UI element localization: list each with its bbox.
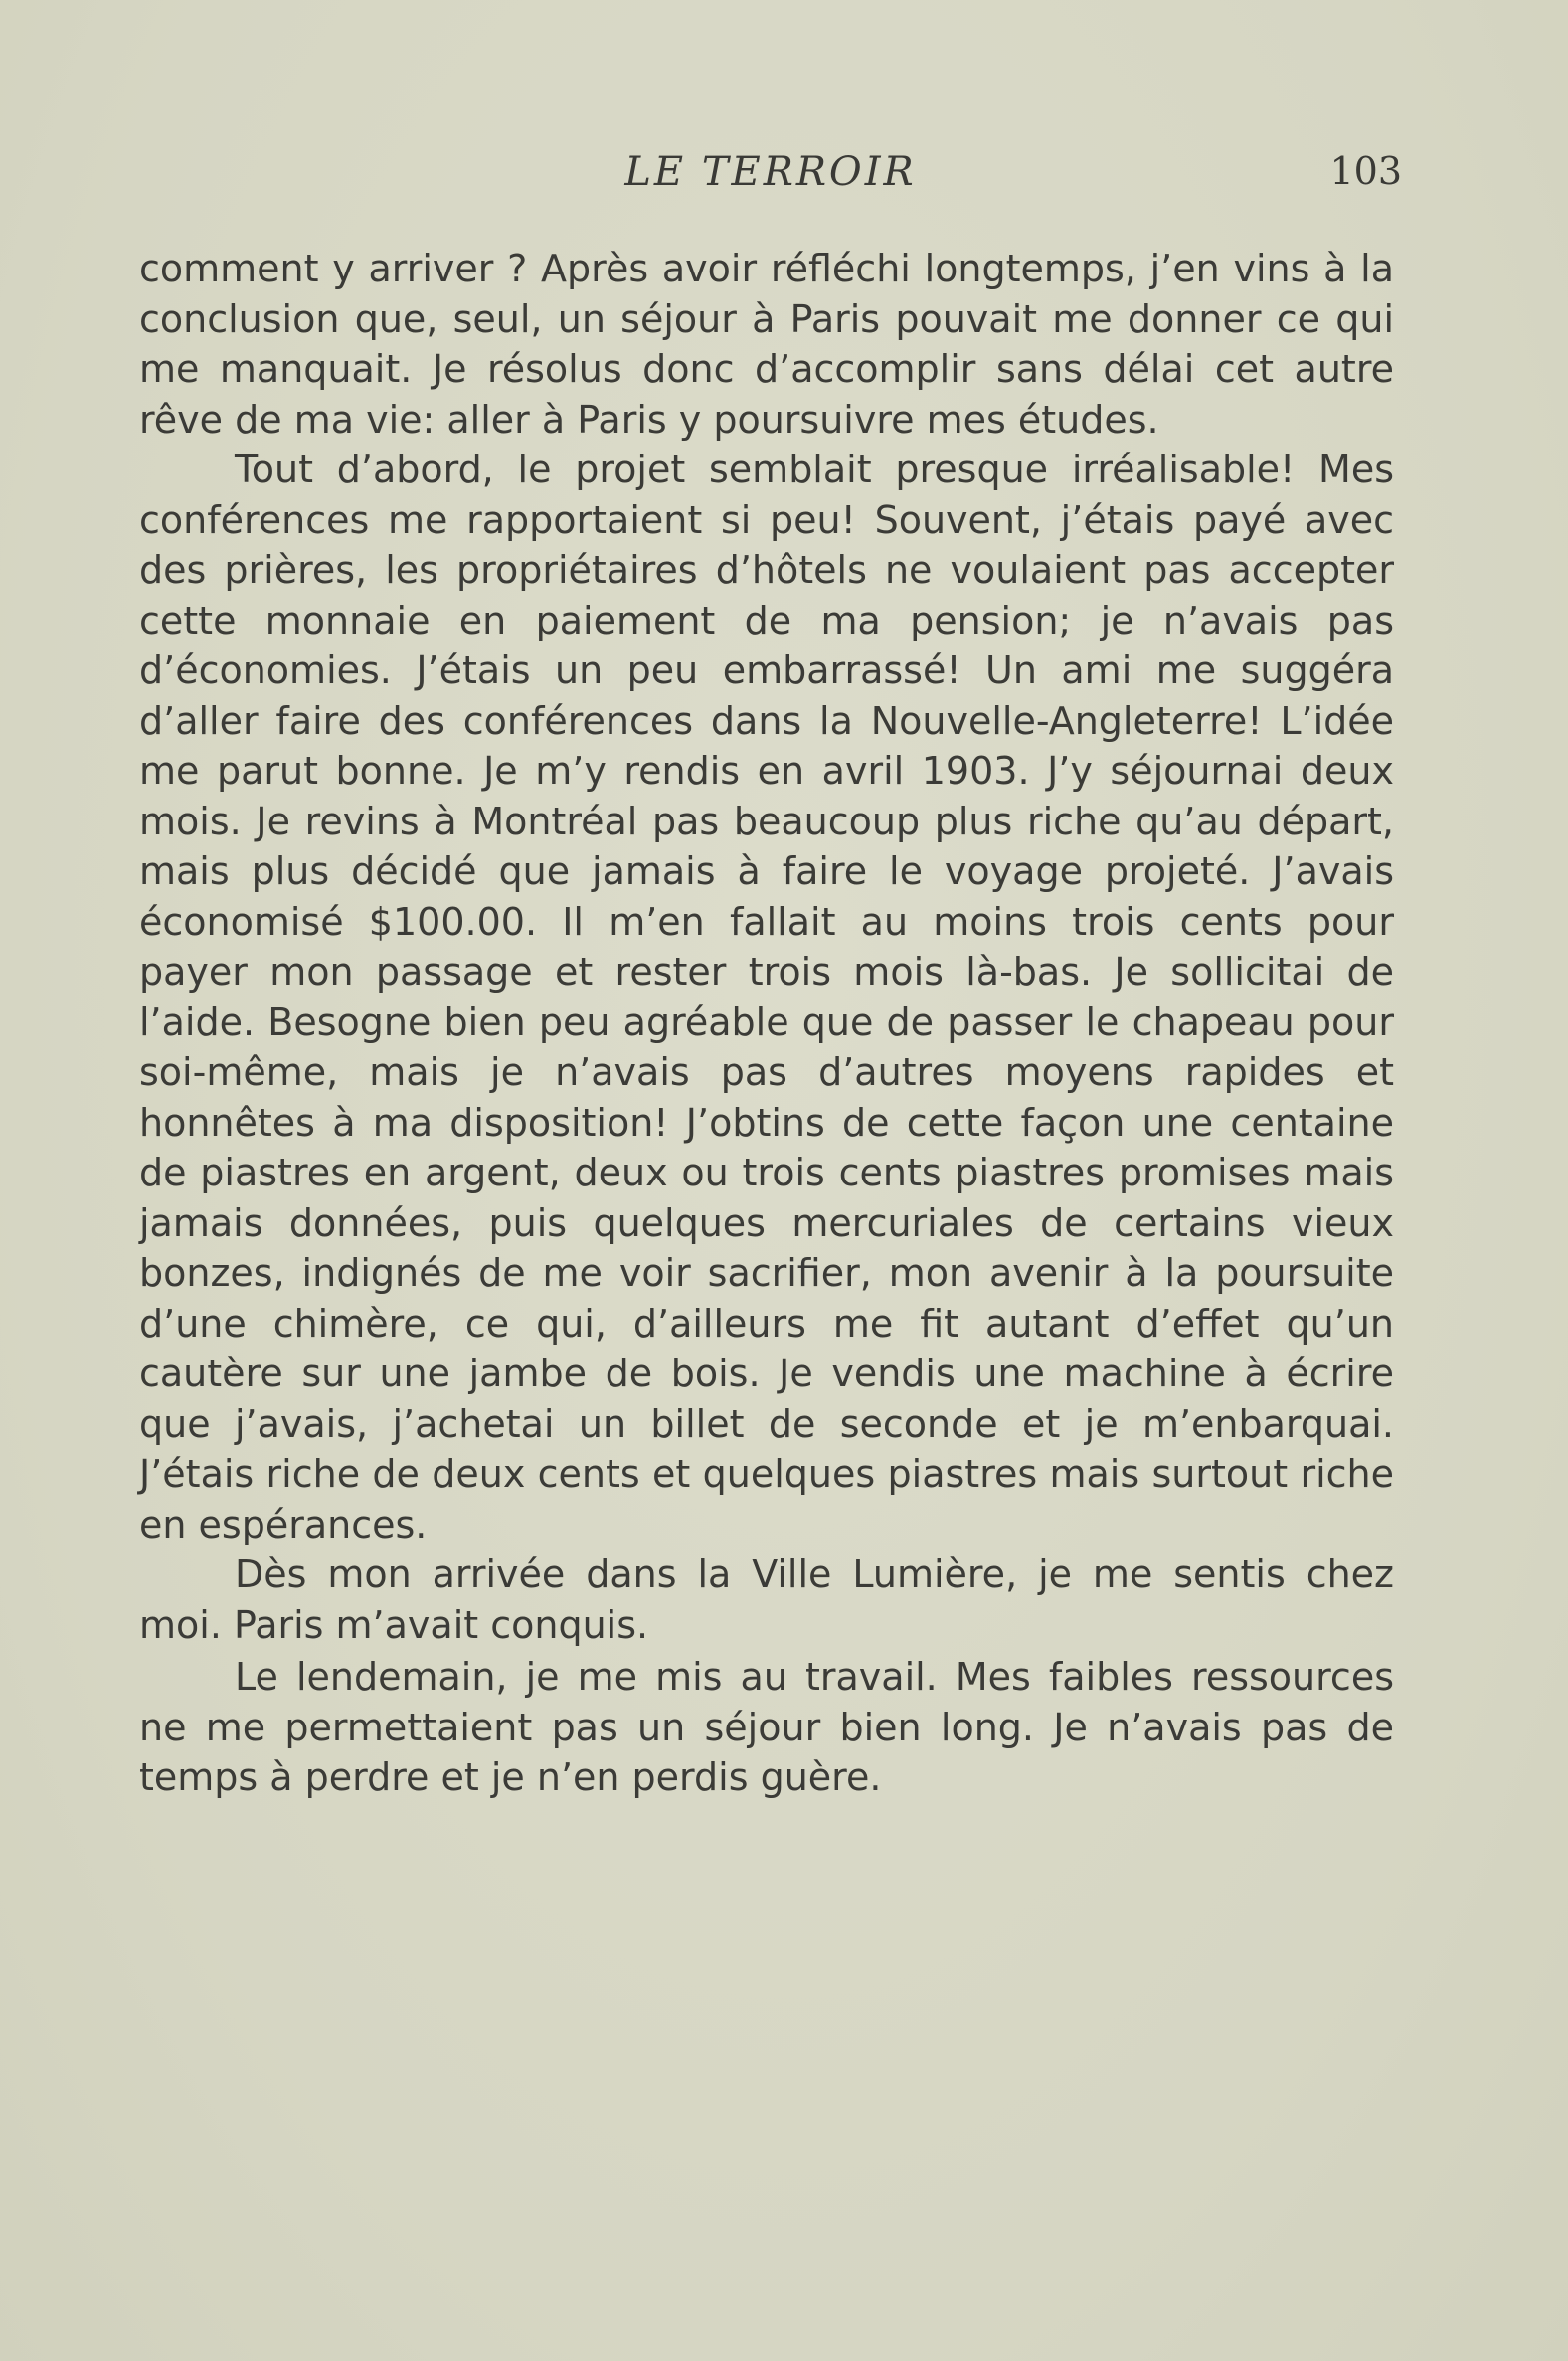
paragraph: Tout d’abord, le projet semblait presque irréalisable! Mes conférences me rapportaient si peu! Souvent, j’étais payé avec des prières, les propriétaires d’hôtels ne voulaient pas accepter cette monnaie en paiement de ma pension; je n’avais pas d’économies. J’étais un peu embarrassé! Un ami me suggéra d’aller faire des conférences dans la Nouvelle-Angleterre! L’idée me parut bonne. Je m’y rendis en avril 1903. J’y séjournai deux mois. Je revins à Montréal pas beaucoup plus riche qu’au départ, mais plus décidé que jamais à faire le voyage projeté. J’avais économisé $100.00. Il m’en fallait au moins trois cents pour payer mon passage et rester trois mois là-bas. Je sollicitai de l’aide. Besogne bien peu agréable que de passer le chapeau pour soi-même, mais je n’avais pas d’autres moyens rapides et honnêtes à ma disposition! J’obtins de cette façon une centaine de piastres en argent, deux ou trois cents piastres promises mais jamais données, puis quelques mercuriales de certains vieux bonzes, indignés de me voir sacrifier, mon avenir à la poursuite d’une chimère, ce qui, d’ailleurs me fit autant d’effet qu’un cautère sur une jambe de bois. Je vendis une machine à écrire que j’avais, j’achetai un billet de seconde et je m’enbarquai. J’étais riche de deux cents et quelques piastres mais surtout riche en espérances. (139, 448, 1394, 1546)
body-text (139, 244, 1394, 1803)
paragraph: Dès mon arrivée dans la Ville Lumière, je me sentis chez moi. Paris m’avait conquis. (139, 1552, 1394, 1647)
paragraph: comment y arriver ? Après avoir réfléchi longtemps, j’en vins à la conclusion que, seul, un séjour à Paris pouvait me donner ce qui me manquait. Je résolus donc d’accomplir sans délai cet autre rêve de ma vie: aller à Paris y poursuivre mes études. (139, 247, 1394, 442)
running-head (139, 149, 1402, 209)
running-title: LE TERROIR (624, 149, 917, 195)
paragraph: Le lendemain, je me mis au travail. Mes faibles ressources ne me permettaient pas un séjour bien long. Je n’avais pas de temps à perdre et je n’en perdis guère. (139, 1655, 1394, 1799)
page-number: 103 (1329, 149, 1402, 193)
